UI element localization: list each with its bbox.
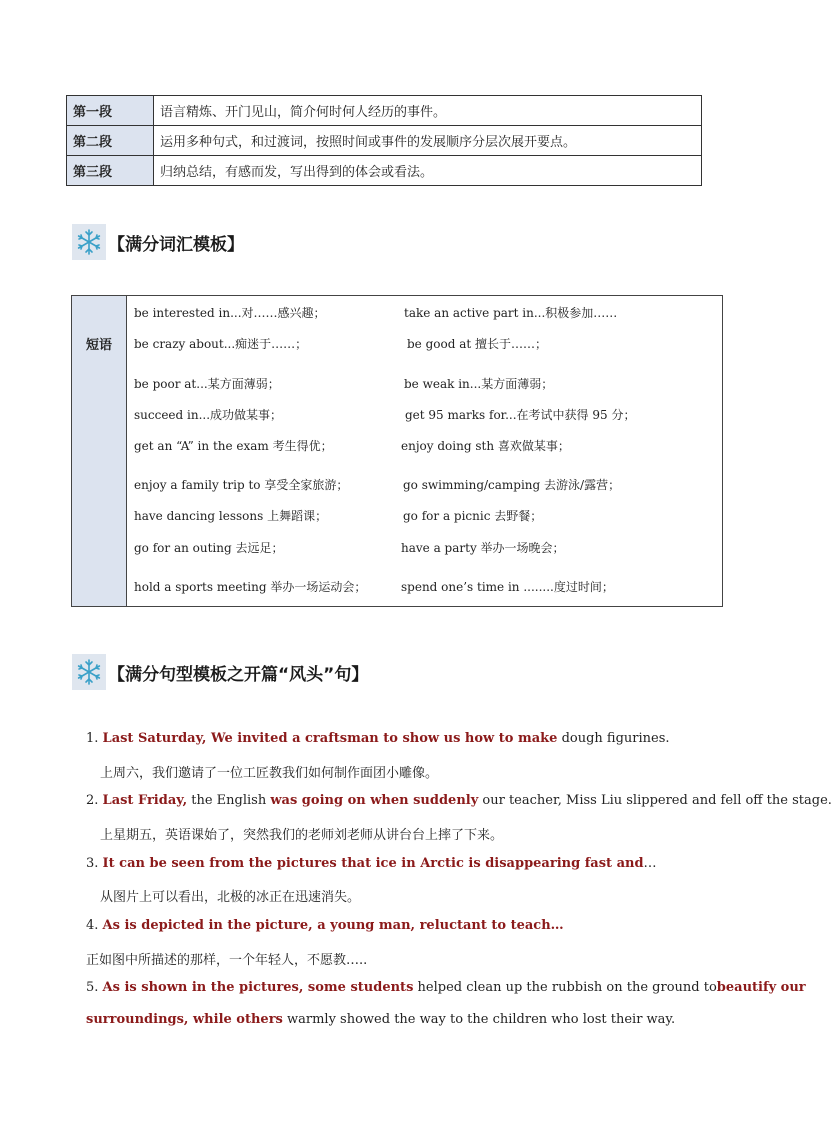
sentence-highlight: Last Friday, [102,793,188,808]
vocab-phrase: get an “A” in the exam 考生得优； [134,439,333,453]
sentence-number: 3. [86,856,103,871]
paragraph-label: 第二段 [67,126,154,156]
vocab-label: 短语 [72,296,127,606]
section-title: 【满分词汇模板】 [108,234,244,255]
vocab-phrase: get 95 marks for...在考试中获得 95 分； [405,408,636,422]
vocab-section-header [72,224,244,260]
sentence-highlight: was going on when suddenly [270,793,479,808]
paragraph-description: 运用多种句式，和过渡词，按照时间或事件的发展顺序分层次展开要点。 [154,126,702,156]
sentence-highlight: It can be seen from the pictures that ice in Arctic is disappearing fast and [102,856,644,871]
vocab-phrase: have dancing lessons 上舞蹈课； [134,509,328,523]
sentence-section-header [72,654,368,690]
sentence-3-translation: 从图片上可以看出，北极的冰正在迅速消失。 [100,890,361,905]
vocab-phrase: succeed in...成功做某事； [134,408,283,422]
vocab-phrase: go for an outing 去远足； [134,541,284,555]
sentence-5-line-2 [86,1012,675,1027]
vocab-phrase: be interested in...对……感兴趣； [134,306,326,320]
sentence-2-translation: 上星期五，英语课始了，突然我们的老师刘老师从讲台台上摔了下来。 [100,828,504,843]
sentence-2 [86,793,832,808]
table-row [67,156,702,186]
vocab-phrase: hold a sports meeting 举办一场运动会； [134,580,367,594]
sentence-highlight: surroundings, while others [86,1012,283,1027]
vocab-phrase: take an active part in...积极参加…… [404,306,618,320]
sentence-text: the English [187,793,271,808]
sentence-number: 2. [86,793,103,808]
sentence-text: our teacher, Miss Liu slippered and fell off the stage. [478,793,832,808]
sentence-text: warmly showed the way to the children who lost their way. [282,1012,676,1027]
vocab-phrase: enjoy a family trip to 享受全家旅游； [134,478,349,492]
sentence-text: dough figurines. [557,731,670,746]
sentence-highlight: As is depicted in the picture, a young man, reluctant to teach… [102,918,564,933]
sentence-highlight: beautify our [716,980,806,995]
snowflake-icon [72,654,106,690]
vocab-phrase: go for a picnic 去野餐； [403,509,543,523]
vocab-body [127,296,722,606]
sentence-1 [86,731,670,746]
sentence-4 [86,918,564,933]
table-row [67,126,702,156]
sentence-text: … [643,856,657,871]
sentence-number: 1. [86,731,103,746]
sentence-highlight: As is shown in the pictures, some students [102,980,414,995]
vocab-table [71,295,723,607]
vocab-phrase: have a party 举办一场晚会； [401,541,565,555]
sentence-number: 5. [86,980,103,995]
sentence-3 [86,856,657,871]
paragraph-description: 语言精炼、开门见山，简介何时何人经历的事件。 [154,96,702,126]
sentence-text: helped clean up the rubbish on the ground to [413,980,717,995]
sentence-highlight: Last Saturday, We invited a craftsman to show us how to make [102,731,558,746]
vocab-phrase: be poor at...某方面薄弱； [134,377,280,391]
sentence-1-translation: 上周六，我们邀请了一位工匠教我们如何制作面团小雕像。 [100,766,439,781]
vocab-phrase: enjoy doing sth 喜欢做某事； [401,439,570,453]
vocab-phrase: be crazy about...痴迷于……； [134,337,308,351]
paragraph-structure-table [66,95,702,186]
vocab-phrase: go swimming/camping 去游泳/露营； [403,478,621,492]
sentence-5-line-1 [86,980,806,995]
sentence-4-translation: 正如图中所描述的那样，一个年轻人，不愿教….. [86,953,368,968]
section-title: 【满分句型模板之开篇“风头”句】 [108,664,369,685]
vocab-phrase: be weak in...某方面薄弱； [404,377,554,391]
paragraph-label: 第一段 [67,96,154,126]
vocab-phrase: spend one’s time in ........度过时间； [401,580,614,594]
table-row [67,96,702,126]
snowflake-icon [72,224,106,260]
sentence-number: 4. [86,918,103,933]
paragraph-label: 第三段 [67,156,154,186]
vocab-phrase: be good at 擅长于……； [407,337,548,351]
paragraph-description: 归纳总结，有感而发，写出得到的体会或看法。 [154,156,702,186]
